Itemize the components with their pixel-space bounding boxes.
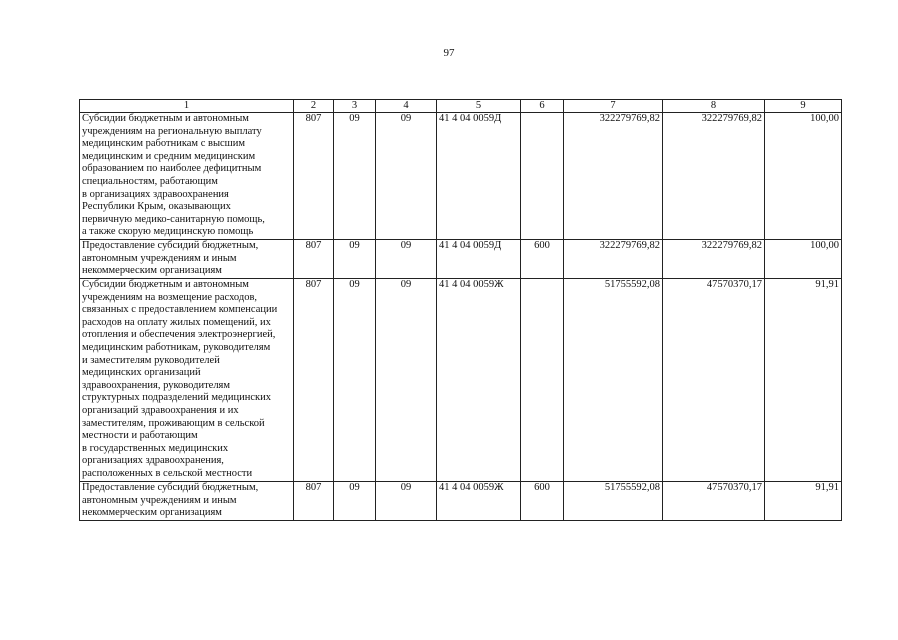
cell-col-3: 09 <box>334 113 376 240</box>
cell-col-8: 47570370,17 <box>663 279 765 482</box>
cell-col-9: 100,00 <box>765 113 842 240</box>
cell-col-5: 41 4 04 0059Ж <box>437 482 521 521</box>
table-row <box>80 113 842 240</box>
cell-col-6 <box>521 113 564 240</box>
row-description: Субсидии бюджетным и автономным учреждениям на региональную выплату медицинским работникам с высшим медицинским и средним медицинским образованием по наиболее дефицитным специальностям, работающим в организациях здравоохранения Республики Крым, оказывающих первичную медико-санитарную помощь, а также скорую медицинскую помощь <box>80 113 294 240</box>
cell-col-7: 51755592,08 <box>564 279 663 482</box>
cell-col-7: 51755592,08 <box>564 482 663 521</box>
cell-col-6: 600 <box>521 482 564 521</box>
cell-col-4: 09 <box>376 113 437 240</box>
cell-col-3: 09 <box>334 482 376 521</box>
cell-col-6 <box>521 279 564 482</box>
row-description: Предоставление субсидий бюджетным, автономным учреждениям и иным некоммерческим организациям <box>80 482 294 521</box>
cell-col-7: 322279769,82 <box>564 113 663 240</box>
header-col-1: 1 <box>80 100 294 113</box>
header-col-4: 4 <box>376 100 437 113</box>
row-description: Предоставление субсидий бюджетным, автономным учреждениям и иным некоммерческим организациям <box>80 240 294 279</box>
cell-col-7: 322279769,82 <box>564 240 663 279</box>
row-description: Субсидии бюджетным и автономным учреждениям на возмещение расходов, связанных с предоставлением компенсации расходов на оплату жилых помещений, их отопления и обеспечения электроэнергией, медицинским работникам, руководителям и заместителям руководителей медицинских организаций здравоохранения, руководителям структурных подразделений медицинских организаций здравоохранения и их заместителям, проживающим в сельской местности и работающим в государственных медицинских организациях здравоохранения, расположенных в сельской местности <box>80 279 294 482</box>
header-row <box>80 100 842 113</box>
cell-col-5: 41 4 04 0059Д <box>437 240 521 279</box>
cell-col-5: 41 4 04 0059Ж <box>437 279 521 482</box>
header-col-8: 8 <box>663 100 765 113</box>
table-row <box>80 482 842 521</box>
cell-col-4: 09 <box>376 482 437 521</box>
cell-col-9: 91,91 <box>765 279 842 482</box>
cell-col-4: 09 <box>376 279 437 482</box>
header-col-6: 6 <box>521 100 564 113</box>
cell-col-9: 91,91 <box>765 482 842 521</box>
page-number: 97 <box>443 47 455 59</box>
cell-col-8: 47570370,17 <box>663 482 765 521</box>
cell-col-9: 100,00 <box>765 240 842 279</box>
cell-col-2: 807 <box>294 240 334 279</box>
cell-col-3: 09 <box>334 240 376 279</box>
budget-table <box>79 99 842 521</box>
cell-col-8: 322279769,82 <box>663 113 765 240</box>
header-col-2: 2 <box>294 100 334 113</box>
header-col-3: 3 <box>334 100 376 113</box>
cell-col-2: 807 <box>294 279 334 482</box>
cell-col-6: 600 <box>521 240 564 279</box>
table-row <box>80 279 842 482</box>
cell-col-8: 322279769,82 <box>663 240 765 279</box>
cell-col-2: 807 <box>294 482 334 521</box>
header-col-5: 5 <box>437 100 521 113</box>
cell-col-4: 09 <box>376 240 437 279</box>
header-col-9: 9 <box>765 100 842 113</box>
header-col-7: 7 <box>564 100 663 113</box>
cell-col-3: 09 <box>334 279 376 482</box>
cell-col-2: 807 <box>294 113 334 240</box>
table-row <box>80 240 842 279</box>
cell-col-5: 41 4 04 0059Д <box>437 113 521 240</box>
